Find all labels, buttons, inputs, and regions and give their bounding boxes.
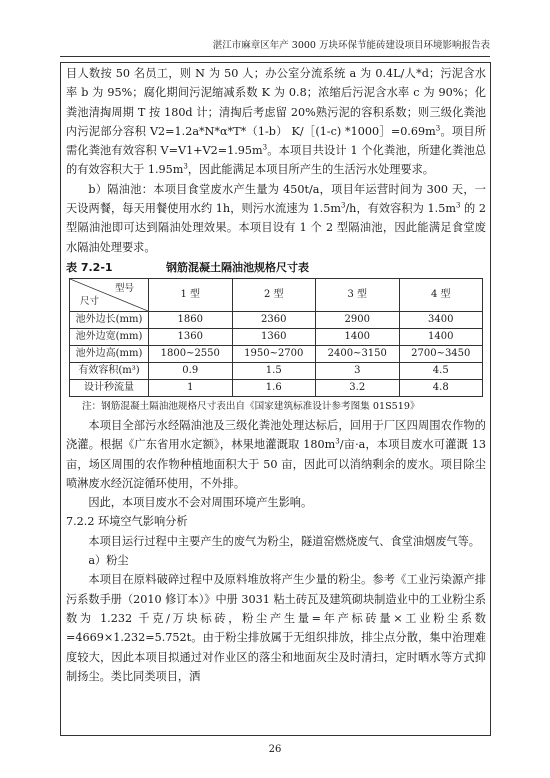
table-row-label: 池外边宽(mm) [70, 328, 149, 345]
table-cell: 1360 [232, 328, 316, 345]
table-cell: 3 [316, 362, 400, 379]
table-cell: 1360 [149, 328, 233, 345]
table-cell: 1 [149, 379, 233, 396]
table-caption-number: 表 7.2-1 [66, 260, 113, 274]
table-row [70, 362, 483, 379]
table-cell: 1860 [149, 311, 233, 328]
table-cell: 0.9 [149, 362, 233, 379]
table-row-label: 池外边高(mm) [70, 345, 149, 362]
table-cell: 1400 [399, 328, 483, 345]
page-header [60, 38, 490, 57]
table-cell: 1.5 [232, 362, 316, 379]
table-cell: 2400~3150 [316, 345, 400, 362]
paragraph-dust: 本项目在原料破碎过程中及原料堆放将产生少量的粉尘。参考《工业污染源产排污系数手册（2010 修订本）》中册 3031 粘土砖瓦及建筑砌块制造业中的工业粉尘系数为 1.232 千克/万块标砖，粉尘产生量=年产标砖量×工业粉尘系数=4669×1.232=5.752t。由于粉尘排放属于无组织排放，排尘点分散，集中治理难度较大，因此本项目拟通过对作业区的落尘和地面灰尘及时清扫，定时晒水等方式抑制扬尘。类比同类项目，洒 [66, 573, 487, 683]
table-cell: 4.8 [399, 379, 483, 396]
table-cell: 4.5 [399, 362, 483, 379]
table-cell: 1950~2700 [232, 345, 316, 362]
table-cell: 2360 [232, 311, 316, 328]
section-heading: 7.2.2 环境空气影响分析 [66, 515, 188, 529]
table-row [70, 311, 483, 328]
diag-top-label: 型号 [114, 282, 134, 294]
table-row [70, 345, 483, 362]
table-cell: 2900 [316, 311, 400, 328]
table-header-cell: 1 型 [149, 278, 233, 311]
paragraph-conclusion: 因此，本项目废水不会对周围环境产生影响。 [88, 496, 313, 510]
table-cell: 2700~3450 [399, 345, 483, 362]
table-row [70, 328, 483, 345]
header-title: 湛江市麻章区年产 3000 万块环保节能砖建设项目环境影响报告表 [212, 40, 490, 51]
paragraph-septic: 目人数按 50 名员工，则 N 为 50 人；办公室分流系统 a 为 0.4L/人*d；污泥含水率 b 为 95%；腐化期间污泥缩减系数 K 为 0.8；浓缩后污泥含水率 c 为 90%；化粪池清掏周期 T 按 180d 计；清掏后考虑留 20%熟污泥的容积系数；则三级化粪池内污泥部分容积 V2=1.2a*N*α*T*（1-b） K/［(1-c) $*1000]=0.69m^3$。项目所需化粪池有效容积 $V=V1+V2=1.95m^3$。本项目共设计 1 个化粪池，所建化粪池总的有效容积大于 $1.95m^3$，因此能满足本项目所产生的生活污水处理要求。 [66, 67, 487, 177]
table-cell: 1400 [316, 328, 400, 345]
table-diagonal-header-cell [70, 278, 149, 311]
page-number: 26 [268, 744, 282, 755]
table-row-label: 有效容积(m³) [70, 362, 149, 379]
diag-bottom-label: 尺寸 [80, 295, 100, 307]
table-header-cell: 2 型 [232, 278, 316, 311]
table-row-label: 设计秒流量 [70, 379, 149, 396]
table-cell: 3.2 [316, 379, 400, 396]
table-note: 注：钢筋混凝土隔油池规格尺寸表出自《国家建筑标准设计参考图集 01S519》 [82, 400, 420, 412]
table-cell: 1800~2550 [149, 345, 233, 362]
table-header-row [70, 278, 483, 311]
paragraph-grease-trap: b）隔油池：本项目食堂废水产生量为 450t/a，项目年运营时间为 300 天，一天设两餐，每天用餐使用水约 1h，则污水流速为 $1.5m^3/h$，有效容积为 $1.5m^3$ 的 2 型隔油池即可达到隔油处理效果。本项目设有 1 个 2 型隔油池，因此能满足食堂废水隔油处理要求。 [66, 182, 486, 254]
paragraph-air-intro: 本项目运行过程中主要产生的废气为粉尘，隧道窑燃烧废气、食堂油烟废气等。 [88, 534, 480, 548]
table-row [70, 379, 483, 396]
document-body [66, 64, 486, 686]
table-header-cell: 4 型 [399, 278, 483, 311]
table-caption [66, 258, 486, 278]
grease-trap-spec-table [69, 278, 483, 397]
table-row-label: 池外边长(mm) [70, 311, 149, 328]
table-cell: 3400 [399, 311, 483, 328]
subheading-dust: a）粉尘 [88, 554, 129, 568]
table-cell: 1.6 [232, 379, 316, 396]
table-header-cell: 3 型 [316, 278, 400, 311]
table-caption-title: 钢筋混凝土隔油池规格尺寸表 [166, 260, 309, 274]
paragraph-reuse: 本项目全部污水经隔油池及三级化粪池处理达标后，回用于厂区四周围农作物的浇灌。根据《广东省用水定额》，林果地灌溉取 $180m^3/$亩·a，本项目废水可灌溉 13 亩，场区周围的农作物种植地面积大于 50 亩，因此可以消纳剩余的废水。项目除尘喷淋废水经沉淀循环使用，不外排。 [66, 418, 486, 490]
